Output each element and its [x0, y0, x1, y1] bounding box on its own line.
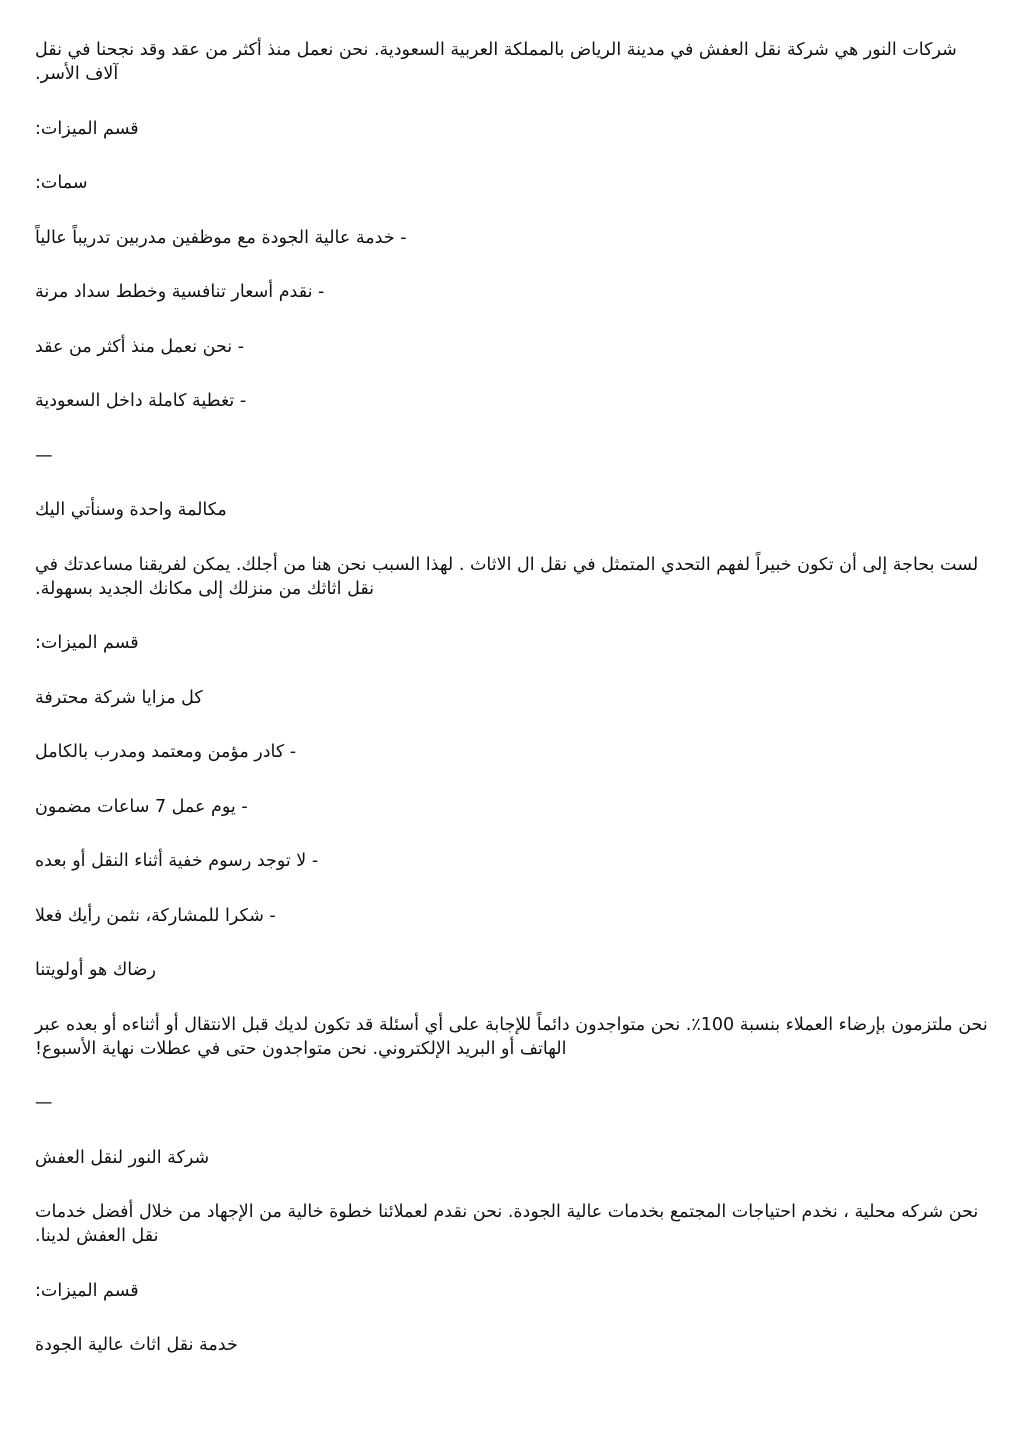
section-heading: مكالمة واحدة وسنأتي اليك — [35, 500, 227, 520]
body-paragraph: لست بحاجة إلى أن تكون خبيراً لفهم التحدي المتمثل في نقل ال الاثاث . لهذا السبب نحن هنا من أجلك. يمكن لفريقنا مساعدتك في نقل اثاثك من منزلك إلى مكانك الجديد بسهولة. — [35, 554, 979, 599]
section-heading: رضاك هو أولويتنا — [35, 960, 156, 980]
body-paragraph: نحن شركه محلية ، نخدم احتياجات المجتمع بخدمات عالية الجودة. نحن نقدم لعملائنا خطوة خالية من الإجهاد من خلال أفضل خدمات نقل العفش لدينا. — [35, 1202, 979, 1246]
separator: — — [35, 445, 53, 466]
document-body — [35, 38, 990, 1357]
feature-item: - تغطية كاملة داخل السعودية — [35, 391, 247, 411]
separator: — — [35, 1093, 53, 1113]
feature-item: - شكرا للمشاركة، نثمن رأيك فعلا — [35, 905, 276, 926]
features-section-label: قسم الميزات: — [35, 633, 139, 653]
feature-item: - نحن نعمل منذ أكثر من عقد — [35, 336, 245, 357]
feature-item: - نقدم أسعار تنافسية وخطط سداد مرنة — [35, 282, 325, 302]
section-heading: كل مزايا شركة محترفة — [35, 687, 203, 708]
features-section-label: قسم الميزات: — [35, 118, 139, 139]
section-heading: شركة النور لنقل العفش — [35, 1147, 210, 1168]
section-heading: خدمة نقل اثاث عالية الجودة — [35, 1335, 238, 1355]
traits-heading: سمات: — [35, 173, 88, 193]
features-section-label: قسم الميزات: — [35, 1280, 139, 1301]
feature-item: - يوم عمل 7 ساعات مضمون — [35, 796, 248, 817]
body-paragraph: نحن ملتزمون بإرضاء العملاء بنسبة 100٪. نحن متواجدون دائماً للإجابة على أي أسئلة قد تكون لديك قبل الانتقال أو أثناءه أو بعده عبر الهاتف أو البريد الإلكتروني. نحن متواجدون حتى في عطلات نهاية الأسبوع! — [35, 1014, 988, 1059]
intro-paragraph: شركات النور هي شركة نقل العفش في مدينة الرياض بالمملكة العربية السعودية. نحن نعمل منذ أكثر من عقد وقد نجحنا في نقل آلاف الأسر. — [35, 40, 957, 84]
feature-item: - كادر مؤمن ومعتمد ومدرب بالكامل — [35, 742, 297, 762]
feature-item: - لا توجد رسوم خفية أثناء النقل أو بعده — [35, 851, 319, 871]
feature-item: - خدمة عالية الجودة مع موظفين مدربين تدريباً عالياً — [35, 227, 407, 248]
